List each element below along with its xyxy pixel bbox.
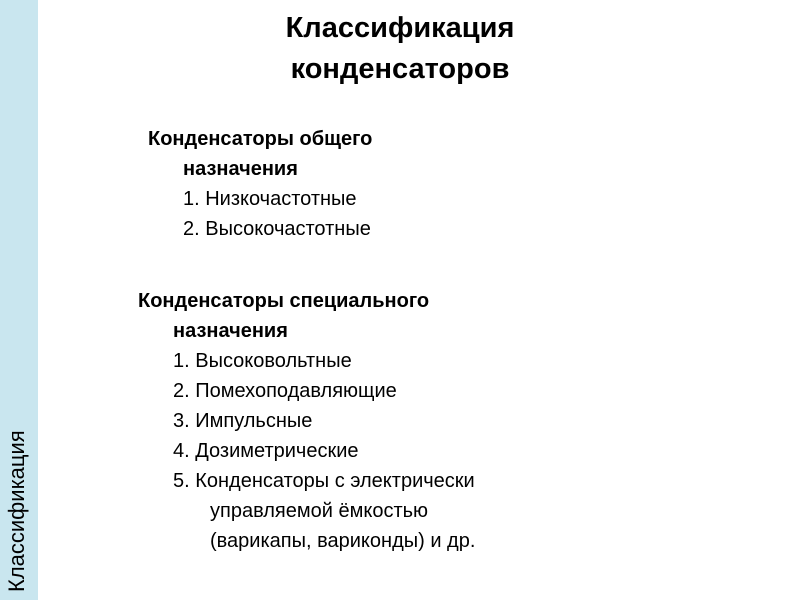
slide-title-line-1: Классификация <box>285 12 515 44</box>
slide-title-line-2: конденсаторов <box>290 53 510 85</box>
special-heading-line-2: назначения <box>173 320 288 342</box>
general-purpose-section <box>148 124 372 244</box>
sidebar-label <box>4 392 34 592</box>
general-heading-line-2: назначения <box>183 158 298 180</box>
sidebar-band <box>0 0 38 600</box>
slide-title <box>200 8 600 90</box>
special-purpose-section <box>138 286 475 556</box>
special-item: 4. Дозиметрические <box>173 440 359 462</box>
special-item-continuation: управляемой ёмкостью <box>210 500 429 522</box>
special-item: 2. Помехоподавляющие <box>173 380 397 402</box>
sidebar-label-text: Классификация <box>4 430 29 592</box>
general-item: 1. Низкочастотные <box>183 188 357 210</box>
general-heading-line-1: Конденсаторы общего <box>148 128 373 150</box>
special-item: 1. Высоковольтные <box>173 350 352 372</box>
general-item: 2. Высокочастотные <box>183 218 371 240</box>
special-item-continuation: (варикапы, вариконды) и др. <box>210 530 476 552</box>
special-item: 5. Конденсаторы с электрически <box>173 470 475 492</box>
special-heading-line-1: Конденсаторы специального <box>138 290 430 312</box>
special-item: 3. Импульсные <box>173 410 313 432</box>
